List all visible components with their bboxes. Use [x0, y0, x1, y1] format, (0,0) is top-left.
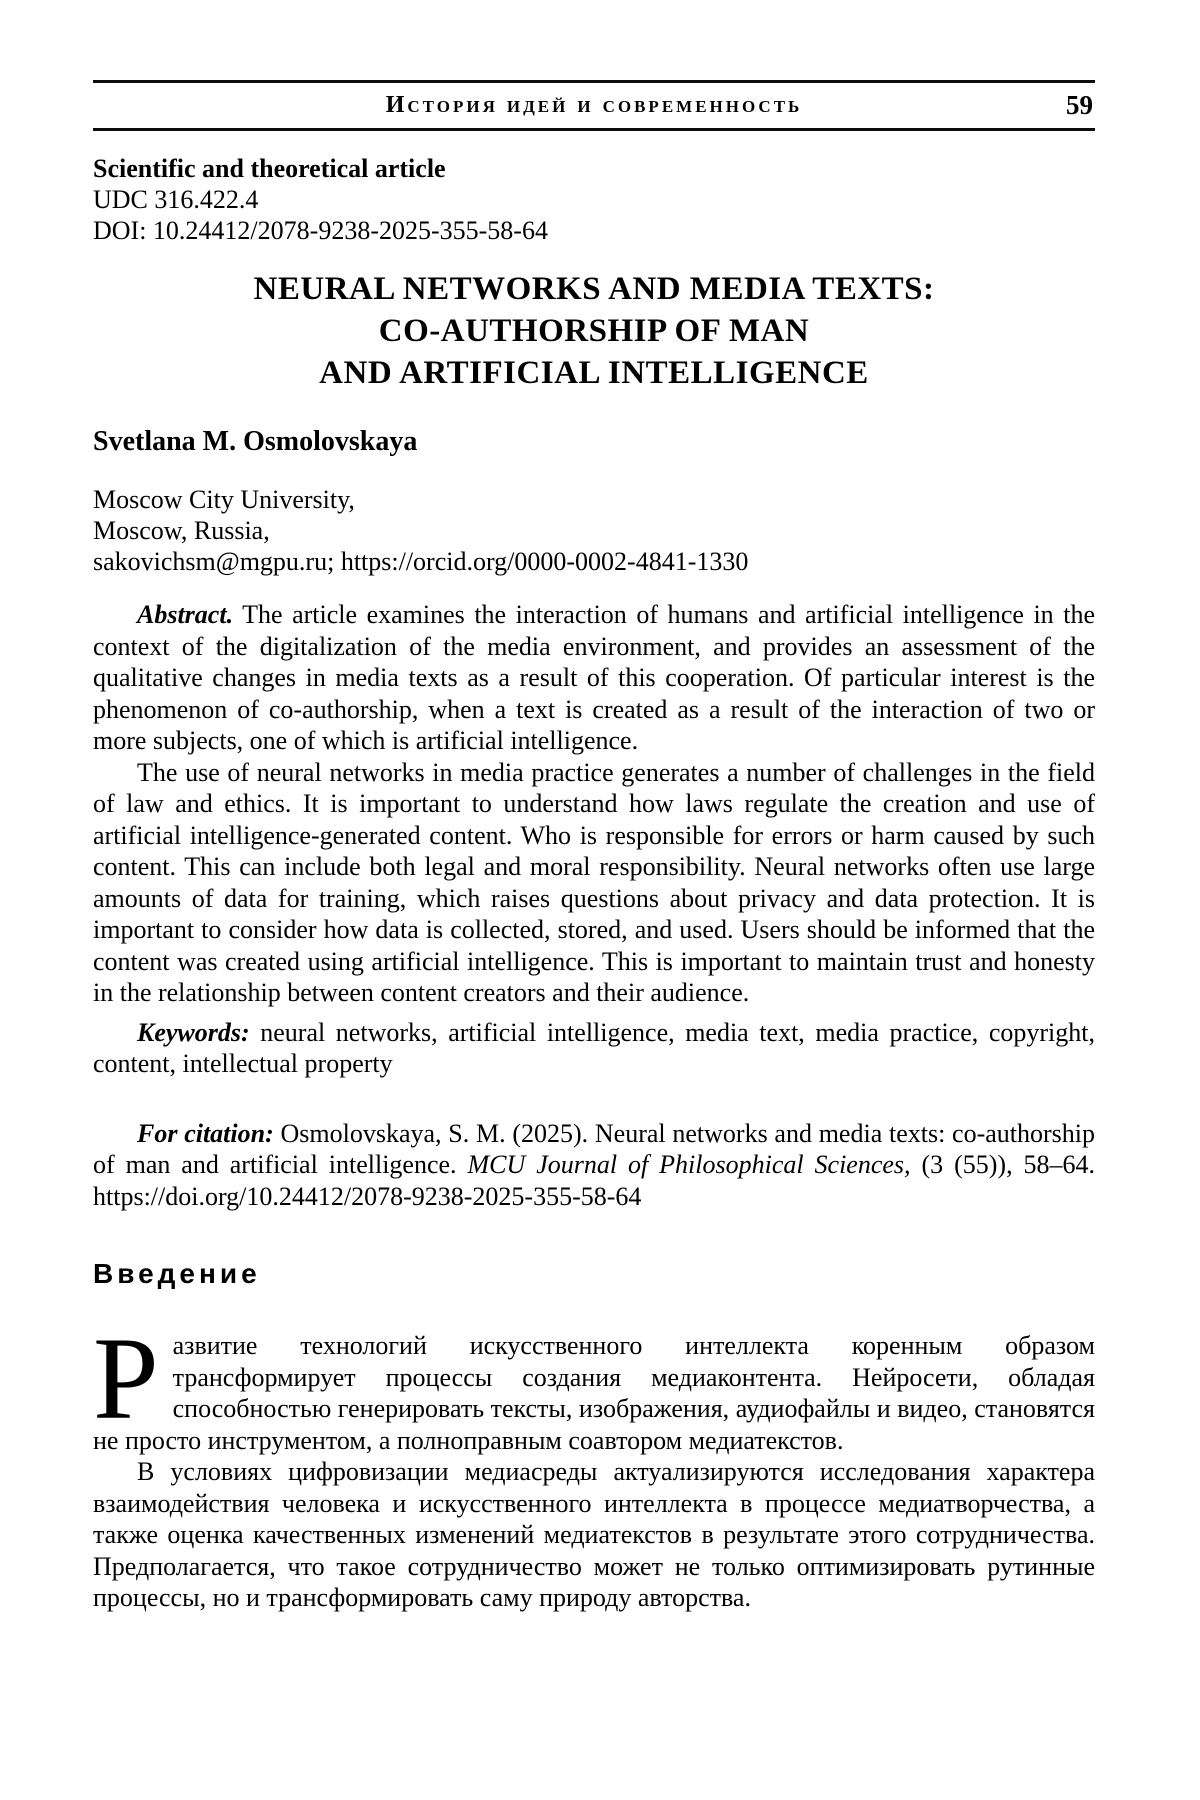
abstract-text-1: The article examines the interaction of humans and artificial intelligence in the context of the digitalization of the media environment, and provides an assessment of the qualitative changes in media texts as a result of this cooperation. Of particular interest is the phenomenon of co-authorship, when a text is created as a result of the interaction of two or more subjects, one of which is artificial intelligence.: [93, 600, 1095, 755]
title-line-1: NEURAL NETWORKS AND MEDIA TEXTS:: [253, 271, 935, 307]
article-title: [93, 268, 1095, 394]
intro-text-1: азвитие технологий искусственного интеллекта коренным образом трансформирует процессы создания медиаконтента. Нейросети, обладая способностью генерировать тексты, изображения, аудиофайлы и видео, становятся не просто инструментом, а полноправным соавтором медиатекстов.: [93, 1331, 1095, 1455]
author-name: Svetlana M. Osmolovskaya: [93, 426, 418, 457]
citation-journal-title: MCU Journal of Philosophical Sciences,: [467, 1150, 911, 1179]
affiliation-line-2: Moscow, Russia,: [93, 516, 270, 545]
citation-label: For citation:: [137, 1118, 274, 1148]
abstract-paragraph-1: [93, 599, 1095, 757]
journal-section-title: История идей и современность: [385, 92, 803, 118]
keywords-section: [93, 1017, 1095, 1080]
title-line-2: CO-AUTHORSHIP OF MAN: [378, 313, 810, 349]
introduction-section: [93, 1313, 1095, 1614]
article-type: Scientific and theoretical article: [93, 154, 446, 183]
abstract-section: [93, 599, 1095, 1009]
intro-paragraph-2: В условиях цифровизации медиасреды актуализируются исследования характера взаимодействия человека и искусственного интеллекта в процессе медиатворчества, а также оценка качественных изменений медиатекстов в результате этого сотрудничества. Предполагается, что такое сотрудничество может не только оптимизировать рутинные процессы, но и трансформировать саму природу авторства.: [93, 1457, 1095, 1612]
doi-number: DOI: 10.24412/2078-9238-2025-355-58-64: [93, 216, 548, 245]
intro-paragraph-1: [93, 1313, 1095, 1456]
citation-text-1: Osmolovskaya, S. M. (2025). Neural networks and media texts: co-authorship of man and artificial intelligence.: [93, 1118, 1095, 1179]
title-line-3: AND ARTIFICIAL INTELLIGENCE: [319, 355, 869, 391]
keywords-paragraph: [93, 1017, 1095, 1080]
article-meta: [93, 153, 1095, 246]
drop-cap-letter: Р: [93, 1313, 159, 1444]
affiliation-line-1: Moscow City University,: [93, 485, 355, 514]
abstract-label: Abstract.: [137, 600, 234, 629]
affiliation-line-3: sakovichsm@mgpu.ru; https://orcid.org/0000-0002-4841-1330: [93, 547, 749, 576]
keywords-text: neural networks, artificial intelligence, media text, media practice, copyright, content, intellectual property: [93, 1017, 1095, 1078]
keywords-label: Keywords:: [137, 1017, 250, 1047]
section-heading-introduction: Введение: [93, 1258, 261, 1289]
citation-section: [93, 1118, 1095, 1213]
running-head: [93, 80, 1095, 131]
abstract-paragraph-2: The use of neural networks in media practice generates a number of challenges in the field of law and ethics. It is important to understand how laws regulate the creation and use of artificial intelligence-generated content. Who is responsible for errors or harm caused by such content. This can include both legal and moral responsibility. Neural networks often use large amounts of data for training, which raises questions about privacy and data protection. It is important to consider how data is collected, stored, and used. Users should be informed that the content was created using artificial intelligence. This is important to maintain trust and honesty in the relationship between content creators and their audience.: [93, 757, 1095, 1007]
affiliation-block: [93, 484, 1095, 577]
page-number: 59: [1066, 90, 1093, 120]
citation-text-2: (3 (55)), 58–64. https://doi.org/10.24412/2078-9238-2025-355-58-64: [93, 1150, 1096, 1211]
udc-number: UDC 316.422.4: [93, 185, 259, 214]
citation-paragraph: [93, 1118, 1095, 1213]
